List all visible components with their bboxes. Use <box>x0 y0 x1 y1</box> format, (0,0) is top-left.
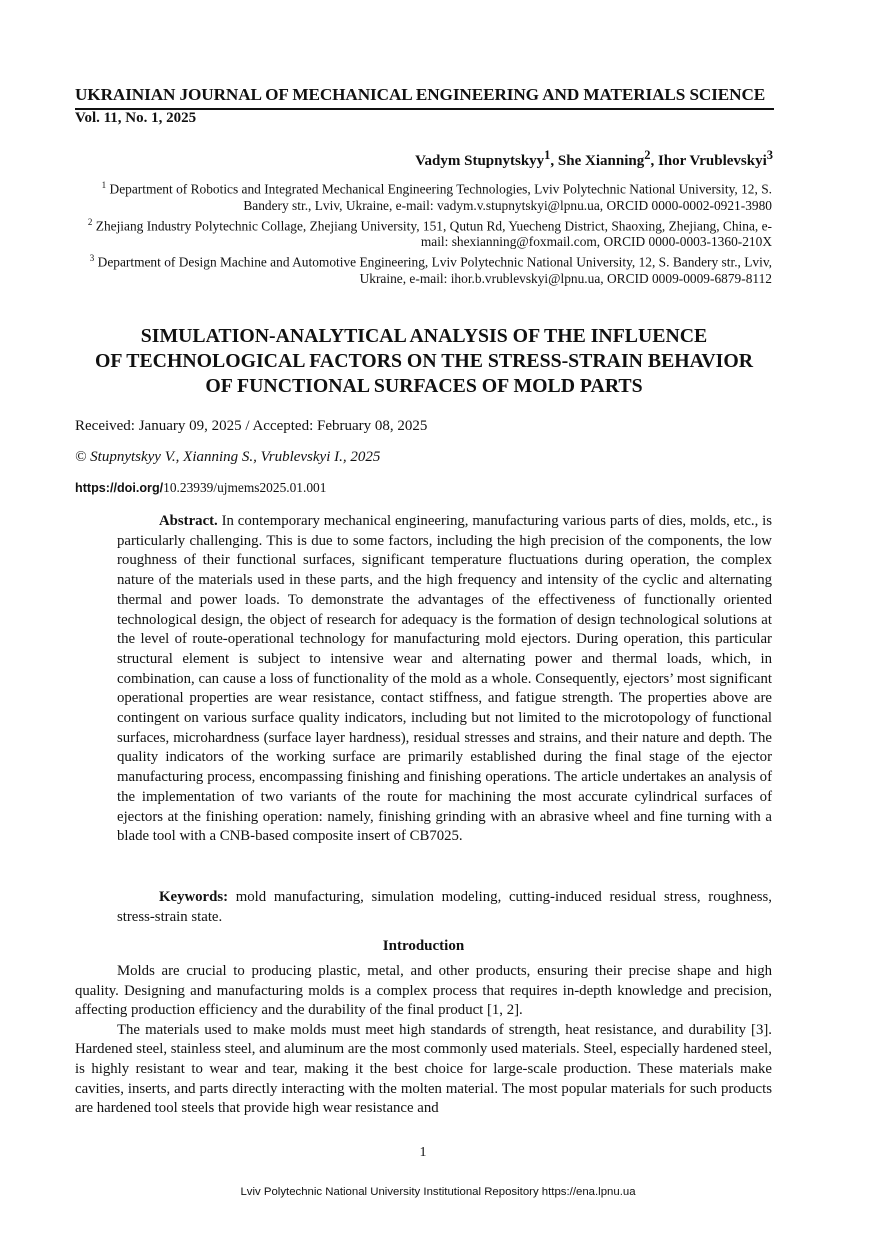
section-heading: Introduction <box>382 938 465 954</box>
keywords-text: mold manufacturing, simulation modeling, cutting-induced residual stress, roughness, stress-strain state. <box>117 889 772 925</box>
affiliation-text: Department of Robotics and Integrated Mechanical Engineering Technologies, Lviv Polytechnic National University, 12, S. Bandery str., Lviv, Ukraine, e-mail: vadym.v.stupnytskyi@lpnu.ua, ORCID 0000-0002-0921-3980 <box>106 181 772 213</box>
title-line: OF FUNCTIONAL SURFACES OF MOLD PARTS <box>205 375 643 397</box>
affiliation-mark: 3 <box>89 253 95 264</box>
author-separator: , <box>550 153 558 169</box>
doi-id: 10.23939/ujmems2025.01.001 <box>163 480 327 495</box>
author-name: Vadym Stupnytskyy <box>415 153 545 169</box>
page-number: 1 <box>419 1145 427 1160</box>
repository-footer: Lviv Polytechnic National University Institutional Repository https://ena.lpnu.ua <box>240 1186 636 1198</box>
affiliation <box>75 250 772 287</box>
author-affil-mark: 2 <box>644 148 651 162</box>
title-line: SIMULATION-ANALYTICAL ANALYSIS OF THE INFLUENCE <box>140 325 708 347</box>
author-affil-mark: 3 <box>766 148 773 162</box>
author-name: She Xianning <box>557 153 645 169</box>
title-line: OF TECHNOLOGICAL FACTORS ON THE STRESS-STRAIN BEHAVIOR <box>94 350 754 372</box>
affiliation-text: Zhejiang Industry Polytechnic Collage, Zhejiang University, 151, Qutun Rd, Yuecheng District, Shaoxing, Zhejiang, China, e-mail: shexianning@foxmail.com, ORCID 0000-0003-1360-210X <box>92 218 772 250</box>
paragraph: Molds are crucial to producing plastic, metal, and other products, ensuring their precise shape and high quality. Designing and manufacturing molds is a complex process that requires in-depth knowledge and precision, affecting production efficiency and the durability of the final product [1, 2]. <box>75 963 772 1019</box>
copyright: © Stupnytskyy V., Xianning S., Vrublevskyi I., 2025 <box>75 449 381 465</box>
affiliation <box>75 177 772 214</box>
doi-link[interactable] <box>75 480 326 496</box>
affiliation <box>75 214 772 251</box>
keywords-label: Keywords: <box>159 889 229 905</box>
paper-title <box>60 324 788 399</box>
volume-issue: Vol. 11, No. 1, 2025 <box>75 110 197 126</box>
abstract-label: Abstract. <box>159 513 218 529</box>
abstract-text: In contemporary mechanical engineering, manufacturing various parts of dies, molds, etc., is particularly challenging. This is due to some factors, including the high precision of the components, the low roughness of their functional surfaces, significant temperature fluctuations during operation, the complex nature of the materials used in these parts, and the high frequency and intensity of the cyclic and alternating thermal and power loads. To demonstrate the advantages of the effectiveness of functionally oriented technological design, the object of research for adequacy is the formation of design technological solutions at the level of route-operational technology for manufacturing mold ejectors. During operation, this particular structural element is subject to intensive wear and alternating power and thermal loads, which, in combination, can cause a loss of functionality of the mold as a whole. Consequently, ejectors’ most significant operational properties are wear resistance, contact stiffness, and fatigue strength. The properties above are contingent on various surface quality indicators, including but not limited to the microtopology of functional surfaces, microhardness (surface layer hardness), residual stresses and strains, and their nature and depth. The quality indicators of the working surface are primarily established during the final stage of the ejector manufacturing process, encompassing finishing and finishing operations. The article undertakes an analysis of the implementation of two variants of the route for machining the most accurate cylindrical surfaces of ejectors at the finishing operation: namely, finishing grinding with an abrasive wheel and fine turning with a blade tool with a CNB-based composite insert of CB7025. <box>117 513 772 845</box>
author-separator: , <box>650 153 658 169</box>
affiliation-text: Department of Design Machine and Automotive Engineering, Lviv Polytechnic National University, 12, S. Bandery str., Lviv, Ukraine, e-mail: ihor.b.vrublevskyi@lpnu.ua, ORCID 0009-0009-6879-8112 <box>94 254 772 286</box>
introduction-body <box>75 962 772 1119</box>
affiliation-mark: 2 <box>87 216 93 227</box>
affiliations <box>75 177 772 287</box>
affiliation-mark: 1 <box>101 180 107 190</box>
doi-prefix: https://doi.org/ <box>75 481 164 495</box>
keywords <box>117 888 772 927</box>
journal-title: UKRAINIAN JOURNAL OF MECHANICAL ENGINEERING AND MATERIALS SCIENCE <box>75 85 766 104</box>
received-date: Received: January 09, 2025 / Accepted: February 08, 2025 <box>75 418 428 434</box>
abstract <box>117 512 772 847</box>
author-list <box>415 148 773 170</box>
author-name: Ihor Vrublevskyi <box>657 153 767 169</box>
author-affil-mark: 1 <box>544 148 551 162</box>
paragraph: The materials used to make molds must meet high standards of strength, heat resistance, and durability [3]. Hardened steel, stainless steel, and aluminum are the most commonly used materials. Steel, especially hardened steel, is highly resistant to wear and tear, making it the best choice for large-scale production. These materials make cavities, inserts, and parts directly interacting with the molten material. The most popular materials for such products are hardened tool steels that provide high wear resistance and <box>75 1021 772 1117</box>
